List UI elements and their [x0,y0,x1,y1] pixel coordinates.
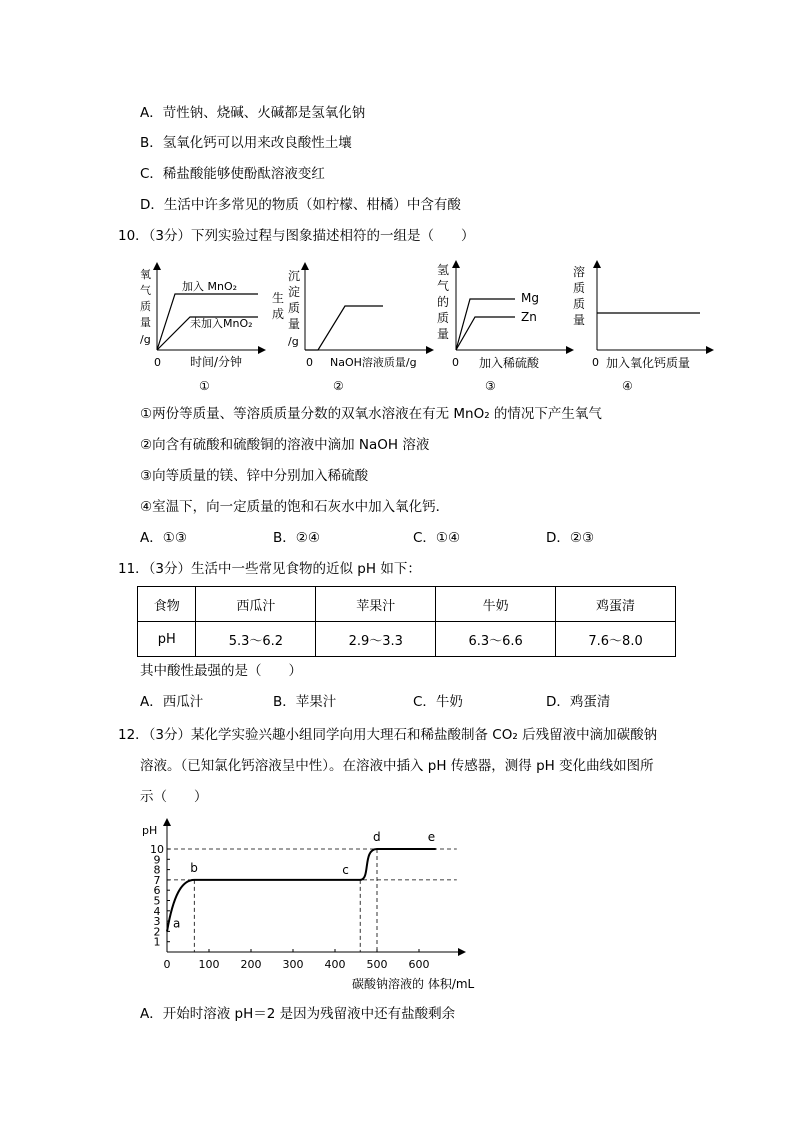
x-tick-label: 400 [324,958,346,971]
q12-stem-line-3: 示（ ） [140,789,208,805]
x-tick-label: 0 [163,958,171,971]
y-tick-label: 7 [153,873,161,887]
table-cell: 6.3～6.6 [436,622,556,657]
g4-ylabel-0: 溶 [573,265,586,279]
g2-ylabel-b0: 生 [272,291,285,305]
graph-2 [272,266,430,393]
x-tick-label: 100 [198,958,220,971]
g3-ylabel-3: 质 [437,311,450,325]
y-tick-label: 1 [153,935,161,949]
table-cell: 7.6～8.0 [556,622,676,657]
g2-ylabel-a3: 量 [288,317,301,331]
q10-statement-4: ④室温下，向一定质量的饱和石灰水中加入氧化钙． [140,499,450,515]
q11-question: 其中酸性最强的是（ ） [140,663,302,679]
g1-ylabel-1: 气 [140,284,151,297]
q10-graphs [0,255,794,395]
q9-option-a: A．苛性钠、烧碱、火碱都是氢氧化钠 [140,105,366,121]
ph-table [137,586,676,657]
q10-statement-3: ③向等质量的镁、锌中分别加入稀硫酸 [140,468,369,484]
g2-origin: 0 [306,356,313,369]
q11-option-c: C．牛奶 [413,694,463,710]
q9-option-c: C．稀盐酸能够使酚酞溶液变红 [140,166,325,182]
g3-xlabel: 加入稀硫酸 [479,356,540,370]
g2-ylabel-a4: /g [288,335,299,348]
x-tick-label: 200 [240,958,262,971]
g2-ylabel-b1: 成 [272,307,285,321]
g1-ylabel-0: 氧 [140,268,151,281]
point-label-e: e [427,830,436,844]
g2-num: ② [333,379,344,393]
g4-xlabel: 加入氧化钙质量 [606,356,691,370]
g1-ylabel-4: /g [140,333,151,346]
y-tick-label: 8 [153,863,161,877]
q11-options [140,693,700,711]
q9-option-d: D．生活中许多常见的物质（如柠檬、柑橘）中含有酸 [140,197,461,213]
x-tick-label: 300 [282,958,304,971]
g4-ylabel-3: 量 [573,313,586,327]
g1-xlabel: 时间/分钟 [190,355,243,369]
g2-ylabel-a0: 沉 [288,269,301,283]
g3-line-b: Zn [521,310,537,324]
g2-xlabel: NaOH溶液质量/g [330,356,417,369]
g3-ylabel-0: 氢 [437,263,450,277]
q11-option-a: A．西瓜汁 [140,694,204,710]
table-cell: 2.9～3.3 [316,622,436,657]
table-cell: 苹果汁 [316,587,436,622]
point-label-d: d [373,830,381,844]
ph-series-line [167,849,436,931]
g1-line-b: 未加入MnO₂ [190,317,253,330]
graph-4 [573,264,710,393]
g3-line-a: Mg [521,291,539,305]
y-tick-label: 5 [153,894,161,908]
g1-num: ① [199,379,210,393]
q9-option-b: B．氢氧化钙可以用来改良酸性土壤 [140,135,352,151]
q12-stem-line-2: 溶液。（已知氯化钙溶液呈中性）。在溶液中插入 pH 传感器，测得 pH 变化曲线如图所 [140,758,654,774]
g4-num: ④ [622,379,633,393]
q10-statement-1: ①两份等质量、等溶质质量分数的双氧水溶液在有无 MnO₂ 的情况下产生氧气 [140,406,602,422]
table-cell: 西瓜汁 [196,587,316,622]
x-tick-label: 500 [366,958,388,971]
q10-option-c: C．①④ [413,530,461,546]
table-header-row [138,587,676,622]
g3-origin: 0 [452,356,459,369]
graph-3 [437,263,570,393]
q12-option-a: A．开始时溶液 pH＝2 是因为残留液中还有盐酸剩余 [140,1006,456,1022]
g1-line-a: 加入 MnO₂ [182,280,238,293]
g3-ylabel-2: 的 [437,295,450,309]
g1-ylabel-2: 质 [140,300,151,313]
g4-ylabel-2: 质 [573,297,586,311]
q10-option-b: B．②④ [273,530,320,546]
q12-stem-line-1: 12．（3分）某化学实验兴趣小组同学向用大理石和稀盐酸制备 CO₂ 后残留液中滴加碳酸钠 [118,727,658,743]
x-axis-label: 碳酸钠溶液的 体积/mL [352,977,475,991]
point-label-b: b [190,860,198,875]
y-tick-label: 10 [150,843,164,856]
q10-stem: 10．（3分）下列实验过程与图象描述相符的一组是（ ） [118,228,475,244]
y-axis-label: pH [142,824,158,837]
q10-options [140,529,700,547]
y-tick-label: 6 [153,884,161,898]
g1-origin: 0 [154,356,161,369]
q10-option-d: D．②③ [546,530,595,546]
table-cell: 5.3～6.2 [196,622,316,657]
table-cell: 鸡蛋清 [556,587,676,622]
q10-option-a: A．①③ [140,530,187,546]
g3-num: ③ [485,379,496,393]
y-tick-label: 2 [153,925,161,939]
g2-ylabel-a2: 质 [288,301,301,315]
table-row [138,622,676,657]
y-tick-label: 3 [153,915,161,929]
point-label-c: c [342,862,349,877]
g3-ylabel-1: 气 [437,279,450,293]
g1-ylabel-3: 量 [140,316,151,329]
q10-statement-2: ②向含有硫酸和硫酸铜的溶液中滴加 NaOH 溶液 [140,437,430,453]
table-cell: 食物 [138,587,196,622]
q11-option-b: B．苹果汁 [273,694,337,710]
g4-origin: 0 [592,356,599,369]
y-tick-label: 9 [153,853,161,867]
y-tick-label: 4 [153,904,161,918]
table-cell: 牛奶 [436,587,556,622]
g4-ylabel-1: 质 [573,281,586,295]
ph-curve-chart [0,815,794,995]
table-cell: pH [138,622,196,657]
q11-option-d: D．鸡蛋清 [546,694,611,710]
q11-stem: 11．（3分）生活中一些常见食物的近似 pH 如下： [118,561,421,577]
g2-ylabel-a1: 淀 [288,285,301,299]
point-label-a: a [173,916,181,931]
graph-1 [140,266,262,393]
x-tick-label: 600 [408,958,430,971]
g3-ylabel-4: 量 [437,327,450,341]
